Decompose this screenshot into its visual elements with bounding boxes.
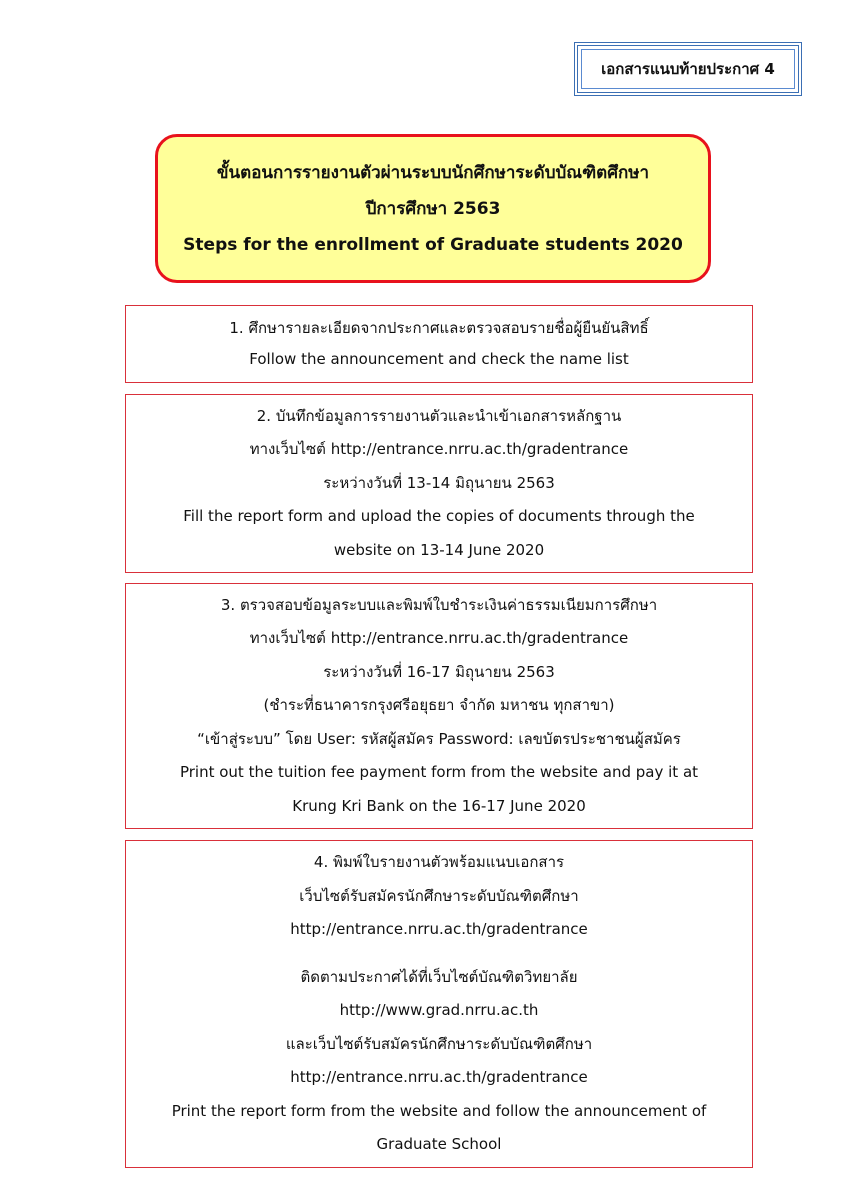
step-3-line-3: ระหว่างวันที่ 16-17 มิถุนายน 2563 — [323, 662, 555, 681]
title-box — [155, 134, 711, 283]
step-1-line-2: Follow the announcement and check the name list — [249, 350, 629, 368]
step-3-line-5: “เข้าสู่ระบบ” โดย User: รหัสผู้สมัคร Password: เลขบัตรประชาชนผู้สมัคร — [197, 729, 681, 748]
step-1-box — [125, 305, 753, 383]
step-3-line-6: Print out the tuition fee payment form from the website and pay it at — [179, 763, 699, 782]
step-4-line-1: 4. พิมพ์ใบรายงานตัวพร้อมแนบเอกสาร — [313, 853, 565, 872]
step-3-line-7: Krung Kri Bank on the 16-17 June 2020 — [292, 796, 586, 815]
step-4-line-6: และเว็บไซต์รับสมัครนักศึกษาระดับบัณฑิตศึกษา — [285, 1034, 593, 1053]
step-3-line-2: ทางเว็บไซต์ http://entrance.nrru.ac.th/gradentrance — [249, 629, 629, 648]
title-english: Steps for the enrollment of Graduate students 2020 — [183, 234, 683, 255]
step-4-line-9: Graduate School — [376, 1135, 502, 1154]
step-4-line-2: เว็บไซต์รับสมัครนักศึกษาระดับบัณฑิตศึกษา — [299, 886, 579, 905]
step-2-line-1: 2. บันทึกข้อมูลการรายงานตัวและนำเข้าเอกสารหลักฐาน — [256, 406, 622, 425]
title-thai: ขั้นตอนการรายงานตัวผ่านระบบนักศึกษาระดับบัณฑิตศึกษา — [216, 162, 650, 183]
step-2-box — [125, 394, 753, 573]
step-2-line-5: website on 13-14 June 2020 — [333, 540, 545, 559]
step-4-box — [125, 840, 753, 1168]
step-2-line-3: ระหว่างวันที่ 13-14 มิถุนายน 2563 — [323, 473, 555, 492]
step-2-line-2: ทางเว็บไซต์ http://entrance.nrru.ac.th/gradentrance — [249, 440, 629, 459]
step-3-box — [125, 583, 753, 829]
appendix-label-text: เอกสารแนบท้ายประกาศ 4 — [601, 60, 775, 78]
appendix-label — [574, 42, 802, 96]
step-1-line-1: 1. ศึกษารายละเอียดจากประกาศและตรวจสอบรายชื่อผู้ยืนยันสิทธิ์ — [229, 319, 649, 337]
step-3-line-1: 3. ตรวจสอบข้อมูลระบบและพิมพ์ใบชำระเงินค่าธรรมเนียมการศึกษา — [220, 595, 658, 614]
step-4-line-5: http://www.grad.nrru.ac.th — [339, 1001, 539, 1020]
title-year: ปีการศึกษา 2563 — [365, 198, 501, 219]
step-4-line-7: http://entrance.nrru.ac.th/gradentrance — [290, 1068, 588, 1087]
step-3-line-4: (ชำระที่ธนาคารกรุงศรีอยุธยา จำกัด มหาชน ทุกสาขา) — [263, 696, 615, 715]
step-4-line-3: http://entrance.nrru.ac.th/gradentrance — [290, 920, 588, 939]
step-4-line-4: ติดตามประกาศได้ที่เว็บไซต์บัณฑิตวิทยาลัย — [300, 967, 578, 986]
step-4-line-8: Print the report form from the website and follow the announcement of — [171, 1101, 707, 1120]
step-2-line-4: Fill the report form and upload the copies of documents through the — [183, 507, 695, 526]
